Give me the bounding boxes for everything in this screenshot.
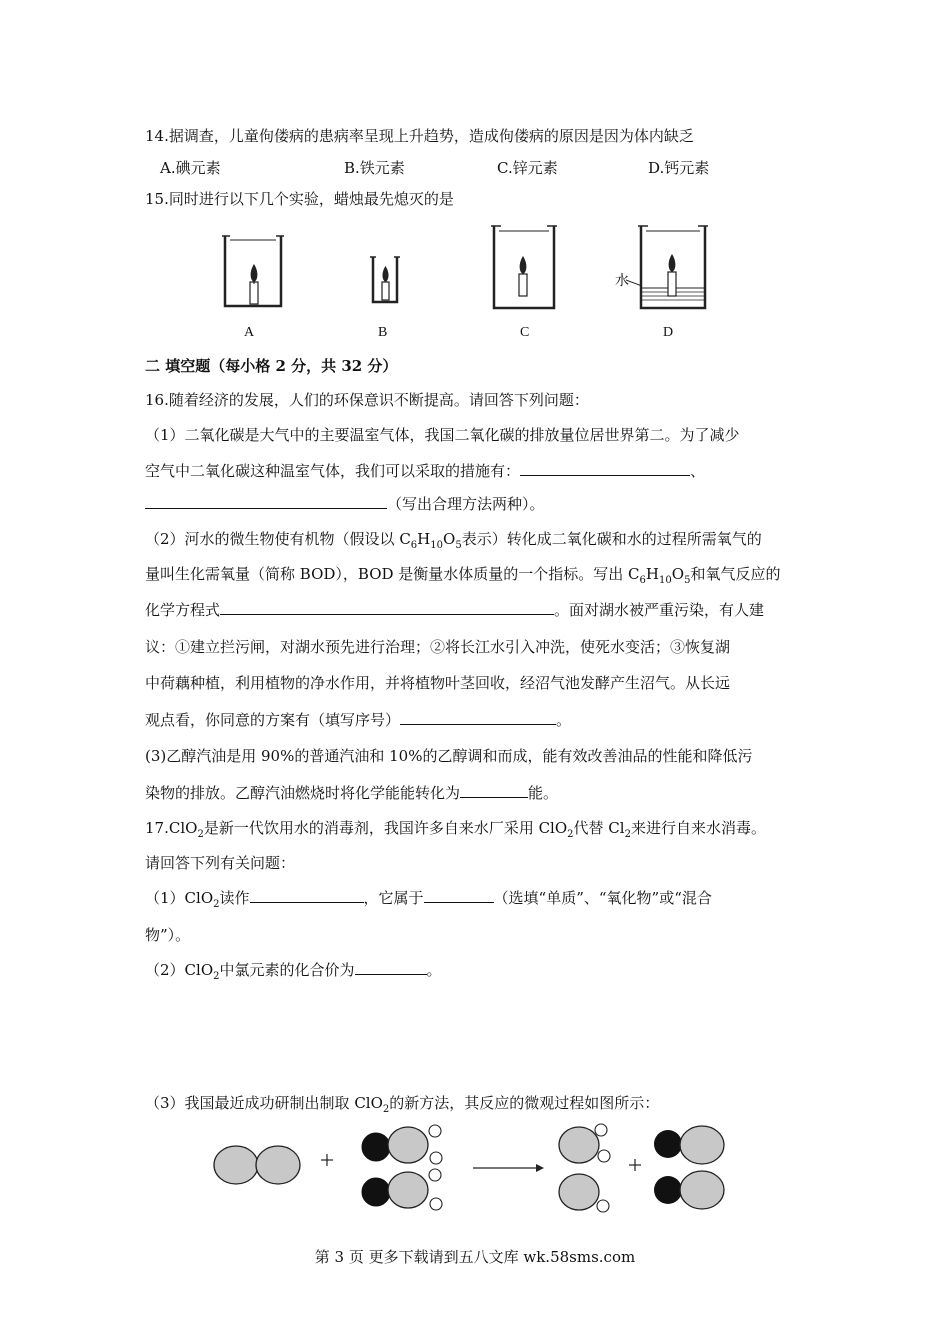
q17-p2-line: （2）ClO$_2$中氯元素的化合价为 。	[145, 961, 442, 982]
beaker-b-figure	[370, 254, 400, 304]
beaker-a-figure	[222, 232, 284, 308]
section-title: 二 填空题（每小格 2 分，共 32 分）	[145, 357, 398, 375]
q14-option-a: A.碘元素	[160, 159, 221, 177]
q16-p2-line2: 量叫生化需氧量（简称 BOD），BOD 是衡量水体质量的一个指标。写出 $C_6H_{10}O_5$和氧气反应的	[145, 565, 781, 586]
answer-blank-category[interactable]	[424, 888, 494, 903]
q14-stem: 14.据调查，儿童佝偻病的患病率呈现上升趋势，造成佝偻病的原因是因为体内缺乏	[145, 127, 694, 145]
nacl-molecule-bottom	[654, 1171, 724, 1209]
q14-option-d: D.钙元素	[648, 159, 710, 177]
q16-intro: 16.随着经济的发展，人们的环保意识不断提高。请回答下列问题：	[145, 391, 589, 409]
answer-blank-equation[interactable]	[220, 600, 554, 615]
naclo2-molecule-top	[362, 1125, 442, 1164]
answer-blank-measure-1[interactable]	[520, 461, 690, 476]
cl2-molecule	[214, 1146, 300, 1184]
q16-p1-line1: （1）二氧化碳是大气中的主要温室气体，我国二氧化碳的排放量位居世界第二。为了减少	[145, 426, 740, 444]
beaker-d-label: D	[663, 325, 674, 340]
reaction-diagram	[200, 1118, 740, 1218]
q17-line2: 请回答下列有关问题：	[145, 854, 296, 872]
beaker-b-label: B	[378, 325, 388, 340]
q16-p2-line5: 中荷藕种植，利用植物的净水作用，并将植物叶茎回收，经沼气池发酵产生沼气。从长远	[145, 674, 731, 692]
answer-blank-energy[interactable]	[460, 783, 528, 798]
page-footer: 第 3 页 更多下载请到五八文库 wk.58sms.com	[314, 1248, 636, 1266]
q15-stem: 15.同时进行以下几个实验，蜡烛最先熄灭的是	[145, 190, 454, 208]
beaker-d-figure	[638, 222, 708, 310]
beaker-a-label: A	[244, 325, 255, 340]
beaker-c-label: C	[520, 325, 530, 340]
q16-p2-line3: 化学方程式 。面对湖水被严重污染，有人建	[145, 601, 765, 619]
q17-p3-line: （3）我国最近成功研制出制取 ClO$_2$的新方法，其反应的微观过程如图所示：	[145, 1094, 660, 1115]
water-label: 水	[615, 273, 629, 289]
q17-line1: 17.ClO$_2$是新一代饮用水的消毒剂，我国许多自来水厂采用 ClO$_2$代替 $Cl_2$来进行自来水消毒。	[145, 819, 766, 840]
q16-p1-line3: （写出合理方法两种）。	[145, 494, 545, 514]
q14-option-b: B.铁元素	[344, 159, 405, 177]
answer-blank-read-as[interactable]	[250, 888, 364, 903]
q16-p2-line1: （2）河水的微生物使有机物（假设以 $C_6H_{10}O_5$表示）转化成二氧化碳和水的过程所需氧气的	[145, 530, 762, 551]
q16-p1-line2: 空气中二氧化碳这种温室气体，我们可以采取的措施有： 、	[145, 462, 706, 480]
nacl-molecule-top	[654, 1126, 724, 1164]
q14-option-c: C.锌元素	[497, 159, 558, 177]
q17-p1-line2: 物”）。	[145, 926, 191, 944]
naclo2-molecule-bottom	[362, 1169, 442, 1210]
clo2-molecule-top	[559, 1124, 610, 1163]
q17-p1-line1: （1）ClO$_2$读作 ，它属于 （选填“单质”、“氧化物”或“混合	[145, 889, 712, 910]
q16-p2-line6: 观点看，你同意的方案有（填写序号） 。	[145, 711, 572, 729]
answer-blank-valence[interactable]	[355, 960, 427, 975]
answer-blank-measure-2[interactable]	[145, 494, 387, 509]
reaction-arrow	[473, 1164, 544, 1172]
answer-blank-plan[interactable]	[400, 710, 556, 725]
q16-p3-line1: (3)乙醇汽油是用 90%的普通汽油和 10%的乙醇调和而成，能有效改善油品的性能和降低污	[145, 747, 753, 765]
beaker-c-figure	[491, 222, 557, 310]
clo2-molecule-bottom	[559, 1174, 609, 1212]
q16-p2-line4: 议：①建立拦污闸，对湖水预先进行治理；②将长江水引入冲洗，使死水变活；③恢复湖	[145, 638, 731, 656]
q16-p3-line2: 染物的排放。乙醇汽油燃烧时将化学能能转化为 能。	[145, 784, 559, 802]
